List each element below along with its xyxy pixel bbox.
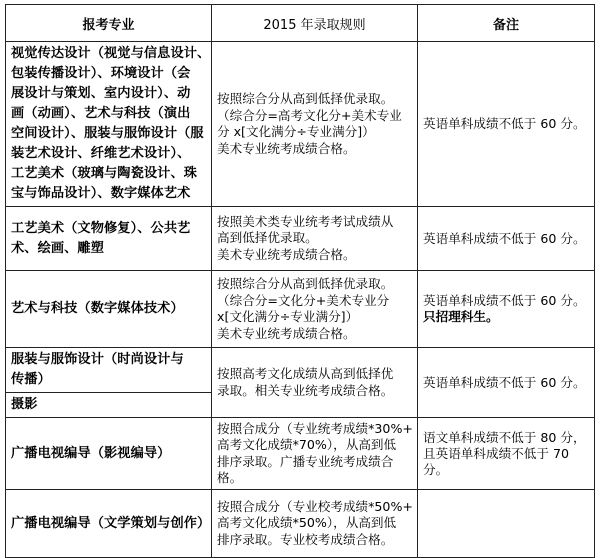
note-line: 英语单科成绩不低于 60 分。 (423, 230, 586, 246)
rule-line: 美术专业统考成绩合格。 (217, 246, 356, 262)
rule-line: 美术专业统考成绩合格。 (217, 325, 356, 341)
rule-line: 按照综合分从高到低择优录取。 (217, 91, 394, 106)
major-line: 广播电视编导（影视编导） (11, 445, 171, 461)
note-line: 语文单科成绩不低于 80 分， (423, 429, 586, 445)
rule-cell (212, 42, 418, 207)
rule-cell (212, 207, 418, 271)
header-rule: 2015 年录取规则 (212, 5, 418, 42)
rule-line: x[文化满分÷专业满分]） (217, 309, 359, 324)
rule-line: 排序录取。广播专业统考成绩合 (217, 453, 394, 469)
rule-cell (212, 348, 418, 418)
major-line: 视觉传达设计（视觉与信息设计、 (11, 46, 211, 61)
rule-line: 按照合成分（专业统考成绩*30%+ (217, 420, 413, 436)
major-line: 工艺美术（文物修复）、公共艺 (11, 220, 191, 236)
rule-line: 排序录取。专业校考成绩合格。 (217, 531, 394, 547)
major-line: 宝与饰品设计）、数字媒体艺术 (11, 186, 191, 201)
rule-line: 按照综合分从高到低择优录取。 (217, 276, 394, 291)
major-cell (6, 271, 212, 348)
header-major: 报考专业 (6, 5, 212, 42)
major-line: 摄影 (11, 397, 38, 412)
note-cell (418, 271, 595, 348)
rule-cell (212, 490, 418, 558)
rule-line: 高考文化成绩*50%），从高到低 (217, 515, 397, 531)
rule-line: 按照美术类专业统考考试成绩从 (217, 213, 394, 229)
table-row (6, 418, 595, 490)
table-row (6, 490, 595, 558)
major-line: 空间设计）、服装与服饰设计（服 (11, 126, 204, 141)
rule-line: 按照合成分（专业校考成绩*50%+ (217, 498, 413, 514)
note-cell (418, 490, 595, 558)
note-line: 英语单科成绩不低于 60 分。 (423, 116, 586, 131)
major-line: 包装传播设计）、环境设计（会 (11, 66, 191, 81)
major-cell (6, 42, 212, 207)
major-cell (6, 490, 212, 558)
major-cell (6, 348, 212, 393)
rule-line: 按照高考文化成绩从高到低择优 (217, 366, 394, 381)
rule-line: 录取。相关专业统考成绩合格。 (217, 382, 394, 398)
major-line: 展设计与策划、室内设计）、动 (11, 86, 191, 101)
major-line: 传播） (11, 372, 51, 387)
table-header-row (6, 5, 595, 42)
major-line: 工艺美术（玻璃与陶瓷设计、珠 (11, 166, 198, 181)
header-note: 备注 (418, 5, 595, 42)
major-line: 服装与服饰设计（时尚设计与 (11, 352, 184, 367)
rule-line: 美术专业统考成绩合格。 (217, 140, 356, 156)
table-row (6, 348, 595, 393)
major-cell (6, 393, 212, 418)
table-row (6, 207, 595, 271)
major-line: 广播电视编导（文学策划与创作） (11, 515, 211, 531)
rule-line: 格。 (217, 470, 243, 485)
note-line: 英语单科成绩不低于 60 分。 (423, 293, 586, 308)
table-row (6, 271, 595, 348)
major-line: 画（动画）、艺术与科技（演出 (11, 106, 191, 121)
rule-line: 高到低择优录取。 (217, 230, 318, 246)
major-line: 装艺术设计、纤维艺术设计）、 (11, 146, 191, 161)
major-line: 艺术与科技（数字媒体技术） (11, 301, 184, 316)
rule-cell (212, 418, 418, 490)
rule-line: 分 x[文化满分÷专业满分]） (217, 124, 375, 139)
note-cell (418, 418, 595, 490)
rule-line: （综合分=高考文化分+美术专业 (217, 107, 402, 123)
note-line: 分。 (423, 461, 449, 477)
note-cell (418, 348, 595, 418)
major-cell (6, 207, 212, 271)
note-line: 且英语单科成绩不低于 70 (423, 445, 569, 461)
rule-line: （综合分=文化分+美术专业分 (217, 292, 390, 308)
note-cell (418, 42, 595, 207)
note-line: 英语单科成绩不低于 60 分。 (423, 374, 586, 390)
note-cell (418, 207, 595, 271)
admission-rules-table (5, 4, 595, 558)
rule-line: 高考文化成绩*70%），从高到低 (217, 437, 397, 452)
table-row (6, 42, 595, 207)
note-extra: 只招理科生。 (423, 309, 499, 324)
major-line: 术、绘画、雕塑 (11, 240, 105, 256)
major-cell (6, 418, 212, 490)
rule-cell (212, 271, 418, 348)
